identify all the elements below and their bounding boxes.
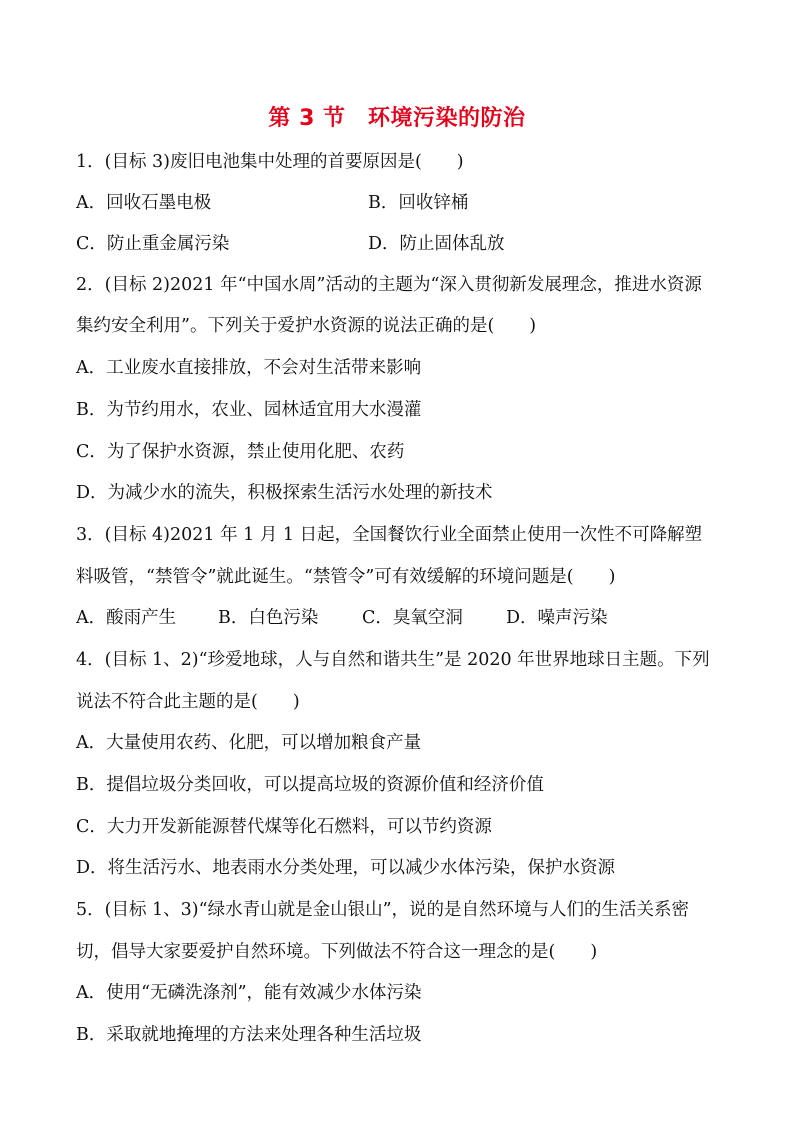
question-3-stem-line-2: 料吸管，“禁管令”就此诞生。“禁管令”可有效缓解的环境问题是( ) bbox=[76, 567, 616, 587]
question-2-option-d: D．为减少水的流失，积极探索生活污水处理的新技术 bbox=[76, 483, 493, 503]
question-1-option-d: D．防止固体乱放 bbox=[368, 234, 505, 254]
question-4-option-b: B．提倡垃圾分类回收，可以提高垃圾的资源价值和经济价值 bbox=[76, 775, 544, 795]
question-3-option-a: A．酸雨产生 bbox=[76, 608, 177, 628]
question-2-option-b: B．为节约用水，农业、园林适宜用大水漫灌 bbox=[76, 400, 422, 420]
question-1-option-a: A．回收石墨电极 bbox=[76, 193, 212, 213]
question-3-option-c: C．臭氧空洞 bbox=[362, 608, 463, 628]
question-3-option-d: D．噪声污染 bbox=[506, 608, 608, 628]
question-1-option-c: C．防止重金属污染 bbox=[76, 234, 230, 254]
question-4-option-a: A．大量使用农药、化肥，可以增加粮食产量 bbox=[76, 733, 422, 753]
question-5-option-b: B．采取就地掩埋的方法来处理各种生活垃圾 bbox=[76, 1025, 422, 1045]
question-1-stem: 1．(目标 3)废旧电池集中处理的首要原因是( ) bbox=[76, 152, 464, 172]
question-2-option-a: A．工业废水直接排放，不会对生活带来影响 bbox=[76, 358, 422, 378]
question-4-stem-line-1: 4．(目标 1、2)“珍爱地球，人与自然和谐共生”是 2020 年世界地球日主题。下列 bbox=[76, 650, 710, 670]
question-2-stem-line-1: 2．(目标 2)2021 年“中国水周”活动的主题为“深入贯彻新发展理念，推进水资源 bbox=[76, 275, 702, 295]
question-4-option-c: C．大力开发新能源替代煤等化石燃料，可以节约资源 bbox=[76, 817, 492, 837]
question-3-stem-line-1: 3．(目标 4)2021 年 1 月 1 日起，全国餐饮行业全面禁止使用一次性不可降解塑 bbox=[76, 525, 703, 545]
question-3-option-b: B．白色污染 bbox=[218, 608, 319, 628]
question-5-stem-line-2: 切，倡导大家要爱护自然环境。下列做法不符合这一理念的是( ) bbox=[76, 942, 598, 962]
question-5-stem-line-1: 5．(目标 1、3)“绿水青山就是金山银山”，说的是自然环境与人们的生活关系密 bbox=[76, 900, 690, 920]
question-5-option-a: A．使用“无磷洗涤剂”，能有效减少水体污染 bbox=[76, 983, 422, 1003]
question-4-option-d: D．将生活污水、地表雨水分类处理，可以减少水体污染，保护水资源 bbox=[76, 858, 616, 878]
question-2-option-c: C．为了保护水资源，禁止使用化肥、农药 bbox=[76, 442, 405, 462]
question-4-stem-line-2: 说法不符合此主题的是( ) bbox=[76, 692, 300, 712]
section-title: 第 3 节 环境污染的防治 bbox=[268, 106, 526, 131]
question-1-option-b: B．回收锌桶 bbox=[368, 193, 469, 213]
question-2-stem-line-2: 集约安全利用”。下列关于爱护水资源的说法正确的是( ) bbox=[76, 316, 537, 336]
